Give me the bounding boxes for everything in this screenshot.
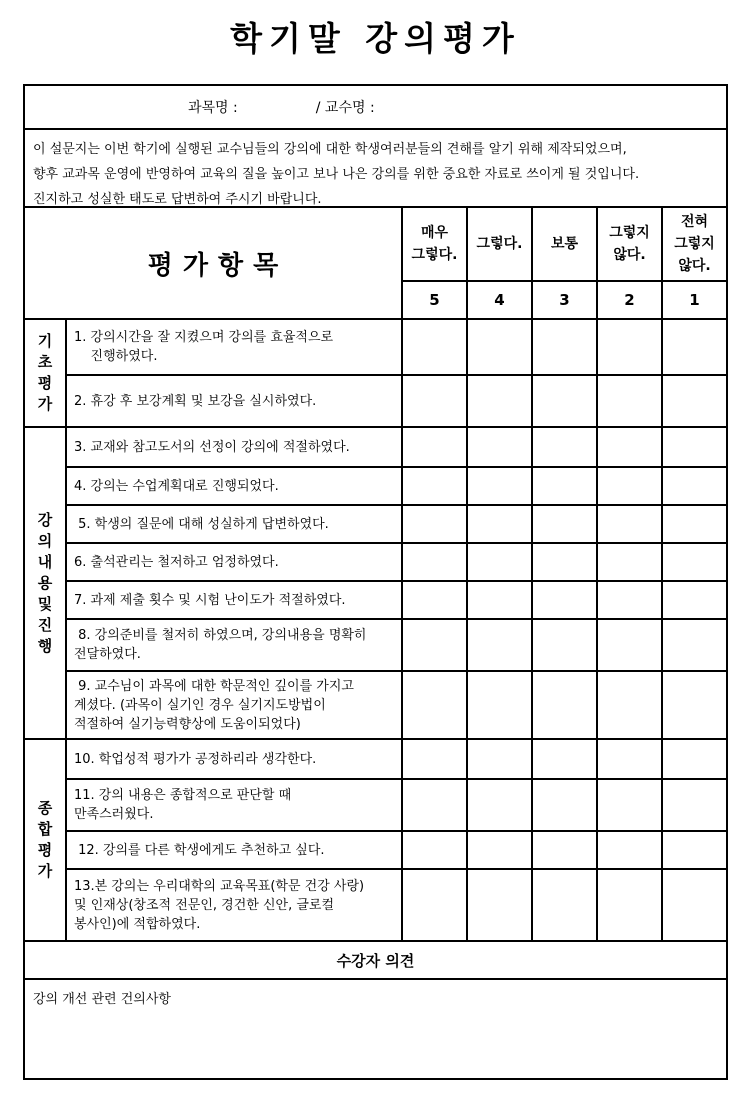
answer-cell-4[interactable] [466,468,531,504]
scale-value-5: 5 [429,291,440,309]
question-text: 전달하였다. [74,647,141,662]
item-row-10 [67,740,726,778]
question-text: 7. 과제 제출 횟수 및 시험 난이도가 적절하였다. [74,592,346,608]
answer-cell-3[interactable] [531,428,596,466]
section-label-char: 평 [37,374,53,392]
answer-cell-3[interactable] [531,740,596,778]
answer-cell-4[interactable] [466,506,531,542]
answer-cell-2[interactable] [596,428,661,466]
answer-cell-4[interactable] [466,544,531,580]
scale-label-1 [663,208,726,282]
item-row-12 [67,830,726,868]
answer-cell-1[interactable] [661,320,726,374]
question-cell-8 [67,620,401,670]
answer-cell-3[interactable] [531,320,596,374]
answer-cell-2[interactable] [596,506,661,542]
section-lecture-content [25,426,726,738]
question-text: 5. 학생의 질문에 대해 성실하게 답변하였다. [74,516,329,532]
section-label-char: 의 [37,531,53,550]
answer-cell-5[interactable] [401,780,466,830]
answer-cell-1[interactable] [661,780,726,830]
section-items [67,428,726,738]
answer-cell-4[interactable] [466,870,531,940]
suggestion-label: 강의 개선 관련 건의사항 [33,992,171,1007]
question-text: 8. 강의준비를 철저히 하였으며, 강의내용을 명확히 [74,628,367,643]
answer-cell-2[interactable] [596,320,661,374]
intro-line: 이 설문지는 이번 학기에 실행된 교수님들의 강의에 대한 학생여러분들의 견해를 알기 위해 제작되었으며, [33,142,627,157]
answer-cell-5[interactable] [401,376,466,426]
answer-cell-3[interactable] [531,832,596,868]
item-row-11 [67,778,726,830]
section-label-char: 용 [37,573,53,592]
scale-label-4 [468,208,531,282]
answer-cell-5[interactable] [401,620,466,670]
section-label-char: 평 [37,841,53,859]
answer-cell-3[interactable] [531,620,596,670]
question-cell-12 [67,832,401,868]
question-cell-4 [67,468,401,504]
answer-cell-4[interactable] [466,320,531,374]
answer-cell-3[interactable] [531,672,596,738]
item-row-3 [67,428,726,466]
question-cell-3 [67,428,401,466]
question-text: 11. 강의 내용은 종합적으로 판단할 때 [74,788,292,803]
answer-cell-4[interactable] [466,428,531,466]
question-cell-10 [67,740,401,778]
scale-label-line: 그렇지 [674,236,715,252]
answer-cell-4[interactable] [466,620,531,670]
section-label-content [25,428,67,738]
scale-column-1 [661,208,726,318]
scale-label-line: 보통 [550,236,579,252]
section-label-char: 진 [37,615,53,634]
answer-cell-5[interactable] [401,582,466,618]
scale-label-line: 그렇다. [476,236,523,252]
question-text: 3. 교재와 참고도서의 선정이 강의에 적절하였다. [74,439,350,455]
question-text: 봉사인)에 적합하였다. [74,916,201,932]
answer-cell-4[interactable] [466,582,531,618]
intro-paragraph [25,128,726,206]
question-text: 10. 학업성적 평가가 공정하리라 생각한다. [74,751,317,767]
table-header-row [25,206,726,318]
section-label-char: 합 [37,820,53,838]
question-cell-13 [67,870,401,940]
section-label-char: 행 [37,636,53,655]
page-title: 학기말 강의평가 [230,19,521,58]
question-cell-9 [67,672,401,738]
item-row-9 [67,670,726,738]
item-row-4 [67,466,726,504]
answer-cell-3[interactable] [531,582,596,618]
question-text: 12. 강의를 다른 학생에게도 추천하고 싶다. [74,842,325,858]
answer-cell-5[interactable] [401,468,466,504]
scale-label-line: 매우 [420,225,449,241]
answer-cell-3[interactable] [531,506,596,542]
answer-cell-4[interactable] [466,672,531,738]
answer-cell-1[interactable] [661,672,726,738]
scale-value-1: 1 [689,291,700,309]
question-text: 2. 휴강 후 보강계획 및 보강을 실시하였다. [74,393,317,409]
section-basic-evaluation [25,318,726,426]
question-cell-11 [67,780,401,830]
answer-cell-3[interactable] [531,468,596,504]
item-row-8 [67,618,726,670]
section-label-char: 가 [37,862,53,880]
scale-column-2 [596,208,661,318]
answer-cell-1[interactable] [661,620,726,670]
answer-cell-2[interactable] [596,870,661,940]
answer-cell-3[interactable] [531,376,596,426]
answer-cell-1[interactable] [661,544,726,580]
item-row-1 [67,320,726,374]
intro-line: 향후 교과목 운영에 반영하여 교육의 질을 높이고 보나 나은 강의를 위한 중요한 자료로 쓰이게 될 것입니다. [33,167,640,182]
answer-cell-5[interactable] [401,320,466,374]
question-cell-6 [67,544,401,580]
question-cell-2 [67,376,401,426]
question-text: 1. 강의시간을 잘 지켰으며 강의를 효율적으로 [74,330,334,345]
intro-line: 진지하고 성실한 태도로 답변하여 주시기 바랍니다. [33,192,322,207]
question-text: 13.본 강의는 우리대학의 교육목표(학문 건강 사랑) [74,878,365,894]
scale-label-5 [403,208,466,282]
section-label-char: 및 [37,594,53,613]
question-text: 계셨다. (과목이 실기인 경우 실기지도방법이 [74,697,326,713]
section-overall-evaluation [25,738,726,940]
answer-cell-5[interactable] [401,672,466,738]
item-row-13 [67,868,726,940]
items-title: 평가항목 [147,250,289,281]
answer-cell-4[interactable] [466,832,531,868]
question-cell-7 [67,582,401,618]
student-opinion-header: 수강자 의견 [25,940,726,978]
section-items [67,740,726,940]
answer-cell-2[interactable] [596,672,661,738]
scale-value-2: 2 [624,291,635,309]
answer-cell-2[interactable] [596,468,661,504]
section-label-char: 종 [37,799,53,817]
section-label-char: 강 [37,510,53,529]
section-label-char: 가 [37,395,53,413]
scale-column-5 [401,208,466,318]
answer-cell-2[interactable] [596,544,661,580]
answer-cell-2[interactable] [596,780,661,830]
question-text: 적절하여 실기능력향상에 도움이되었다) [74,716,301,732]
section-label-overall [25,740,67,940]
scale-label-line: 않다. [678,258,711,274]
scale-label-line: 전혀 [680,214,709,230]
section-label-basic [25,320,67,426]
answer-cell-2[interactable] [596,832,661,868]
scale-label-3 [533,208,596,282]
scale-column-3 [531,208,596,318]
item-row-2 [67,374,726,426]
scale-value-4: 4 [494,291,505,309]
answer-cell-5[interactable] [401,506,466,542]
answer-cell-1[interactable] [661,740,726,778]
scale-column-4 [466,208,531,318]
subject-name-label: 과목명 : [188,100,238,116]
answer-cell-4[interactable] [466,780,531,830]
section-label-char: 기 [37,332,53,350]
answer-cell-5[interactable] [401,870,466,940]
answer-cell-1[interactable] [661,832,726,868]
item-row-5 [67,504,726,542]
suggestion-box[interactable] [25,978,726,1078]
answer-cell-3[interactable] [531,780,596,830]
scale-label-2 [598,208,661,282]
scale-label-line: 그렇다. [411,247,458,263]
section-label-char: 내 [37,552,53,571]
answer-cell-1[interactable] [661,376,726,426]
answer-cell-1[interactable] [661,870,726,940]
question-text: 및 인재상(창조적 전문인, 경건한 신안, 글로컬 [74,897,335,913]
evaluation-form-table [23,84,728,1080]
answer-cell-1[interactable] [661,428,726,466]
answer-cell-4[interactable] [466,740,531,778]
answer-cell-1[interactable] [661,506,726,542]
scale-label-line: 그렇지 [609,225,650,241]
answer-cell-4[interactable] [466,376,531,426]
question-cell-1 [67,320,401,374]
question-text: 진행하였다. [74,349,158,364]
answer-cell-3[interactable] [531,870,596,940]
scale-label-line: 않다. [613,247,646,263]
question-cell-5 [67,506,401,542]
section-items [67,320,726,426]
item-row-6 [67,542,726,580]
item-row-7 [67,580,726,618]
answer-cell-2[interactable] [596,582,661,618]
answer-cell-2[interactable] [596,740,661,778]
answer-cell-2[interactable] [596,376,661,426]
answer-cell-1[interactable] [661,468,726,504]
subject-row [25,86,726,128]
answer-cell-5[interactable] [401,544,466,580]
section-label-char: 초 [37,353,53,371]
question-text: 9. 교수님이 과목에 대한 학문적인 깊이를 가지고 [74,678,354,694]
answer-cell-2[interactable] [596,620,661,670]
answer-cell-5[interactable] [401,832,466,868]
question-text: 만족스러웠다. [74,807,154,822]
answer-cell-1[interactable] [661,582,726,618]
question-text: 6. 출석관리는 철저하고 엄정하였다. [74,554,279,570]
answer-cell-3[interactable] [531,544,596,580]
scale-value-3: 3 [559,291,570,309]
answer-cell-5[interactable] [401,428,466,466]
question-text: 4. 강의는 수업계획대로 진행되었다. [74,478,279,494]
professor-name-label: / 교수명 : [315,100,375,116]
answer-cell-5[interactable] [401,740,466,778]
